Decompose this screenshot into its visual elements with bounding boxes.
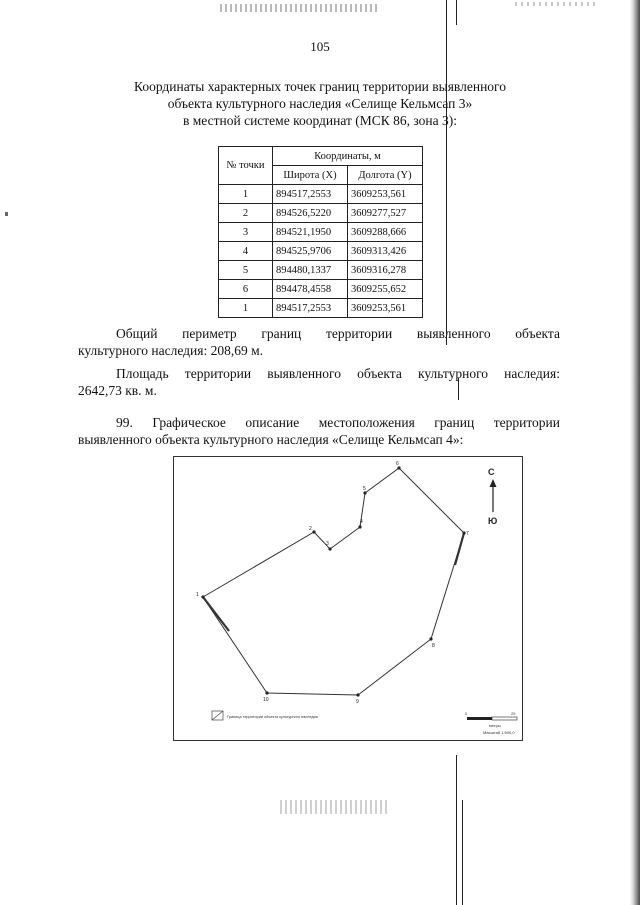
latitude-cell: 894480,1337 [273, 261, 348, 280]
table-row [219, 185, 423, 204]
heading-line: в местной системе координат (МСК 86, зона 3): [182, 113, 457, 128]
heading-line: Координаты характерных точек границ территории выявленного [133, 79, 506, 94]
scale-bar [467, 717, 517, 720]
longitude-cell: 3609253,561 [348, 185, 423, 204]
table-row [219, 261, 423, 280]
heading-line: объекта культурного наследия «Селище Кельмсап 3» [167, 96, 473, 111]
col-header-point: № точки [219, 147, 273, 185]
table-row [219, 204, 423, 223]
territory-boundary-polygon [203, 468, 464, 695]
longitude-cell: 3609288,666 [348, 223, 423, 242]
scale-ratio-label: Масштаб 1:500,0 [483, 730, 515, 735]
point-label: 6 [396, 461, 399, 467]
latitude-cell: 894525,9706 [273, 242, 348, 261]
perimeter-paragraph [78, 325, 560, 359]
point-number: 4 [219, 242, 273, 261]
latitude-cell: 894517,2553 [273, 185, 348, 204]
boundary-point-marker [429, 637, 432, 640]
longitude-cell: 3609255,652 [348, 280, 423, 299]
point-label: 3 [326, 541, 329, 547]
section-99-paragraph [78, 414, 560, 448]
col-header-coords: Координаты, м [273, 147, 423, 166]
point-number: 6 [219, 280, 273, 299]
point-number: 1 [219, 185, 273, 204]
area-line: 2642,73 кв. м. [78, 383, 157, 398]
legend-text: Граница территории объекта культурного наследия [227, 715, 318, 719]
south-label: Ю [488, 516, 498, 526]
scan-noise [220, 4, 380, 12]
table-row [219, 242, 423, 261]
section-heading [60, 78, 580, 129]
perimeter-line: культурного наследия: 208,69 м. [78, 343, 264, 358]
col-header-lon: Долгота (Y) [348, 166, 423, 185]
point-label: 2 [309, 526, 312, 532]
scan-noise [515, 2, 595, 6]
point-label: 1 [196, 592, 199, 598]
latitude-cell: 894478,4558 [273, 280, 348, 299]
legend-swatch-icon [212, 711, 223, 720]
latitude-cell: 894517,2553 [273, 299, 348, 318]
point-label: 4 [360, 519, 363, 525]
longitude-cell: 3609316,278 [348, 261, 423, 280]
boundary-map-svg [174, 457, 522, 740]
latitude-cell: 894521,1950 [273, 223, 348, 242]
boundary-thick-segment [455, 533, 464, 565]
boundary-point-marker [265, 691, 268, 694]
point-label: 7 [466, 531, 469, 537]
point-number: 2 [219, 204, 273, 223]
section-99-line: выявленного объекта культурного наследия «Селище Кельмсап 4»: [78, 432, 464, 447]
point-number: 3 [219, 223, 273, 242]
scale-unit-label: метры [489, 723, 501, 728]
scan-noise [280, 800, 390, 814]
perimeter-line: Общий периметр границ территории выявленного объекта [116, 326, 560, 341]
table-row [219, 223, 423, 242]
point-label: 9 [356, 699, 359, 705]
scale-start-label: 0 [465, 711, 468, 716]
table-row [219, 299, 423, 318]
boundary-point-marker [328, 547, 331, 550]
north-label: С [488, 467, 495, 477]
boundary-point-marker [312, 530, 315, 533]
coordinates-table [218, 146, 423, 318]
boundary-map [173, 456, 523, 741]
longitude-cell: 3609277,527 [348, 204, 423, 223]
point-label: 5 [363, 486, 366, 492]
area-paragraph [78, 365, 560, 399]
boundary-thick-segment [203, 597, 229, 631]
boundary-point-marker [356, 693, 359, 696]
table-header-row [219, 147, 423, 166]
page-number: 105 [310, 39, 330, 54]
area-line: Площадь территории выявленного объекта культурного наследия: [116, 366, 560, 381]
latitude-cell: 894526,5220 [273, 204, 348, 223]
point-number: 1 [219, 299, 273, 318]
scan-crease-line [456, 755, 457, 905]
point-label: 8 [432, 643, 435, 649]
north-arrow-icon [490, 479, 497, 512]
longitude-cell: 3609253,561 [348, 299, 423, 318]
boundary-point-marker [358, 525, 361, 528]
point-label: 10 [263, 697, 269, 703]
point-number: 5 [219, 261, 273, 280]
scan-crease-line [462, 800, 463, 905]
scan-edge-shadow [630, 0, 640, 905]
longitude-cell: 3609313,426 [348, 242, 423, 261]
scan-crease-line [456, 0, 457, 25]
boundary-point-marker [201, 595, 204, 598]
col-header-lat: Широта (X) [273, 166, 348, 185]
section-99-line: 99. Графическое описание местоположения границ территории [116, 415, 560, 430]
scale-end-label: 25 [511, 711, 516, 716]
scan-noise [5, 212, 8, 216]
table-row [219, 280, 423, 299]
